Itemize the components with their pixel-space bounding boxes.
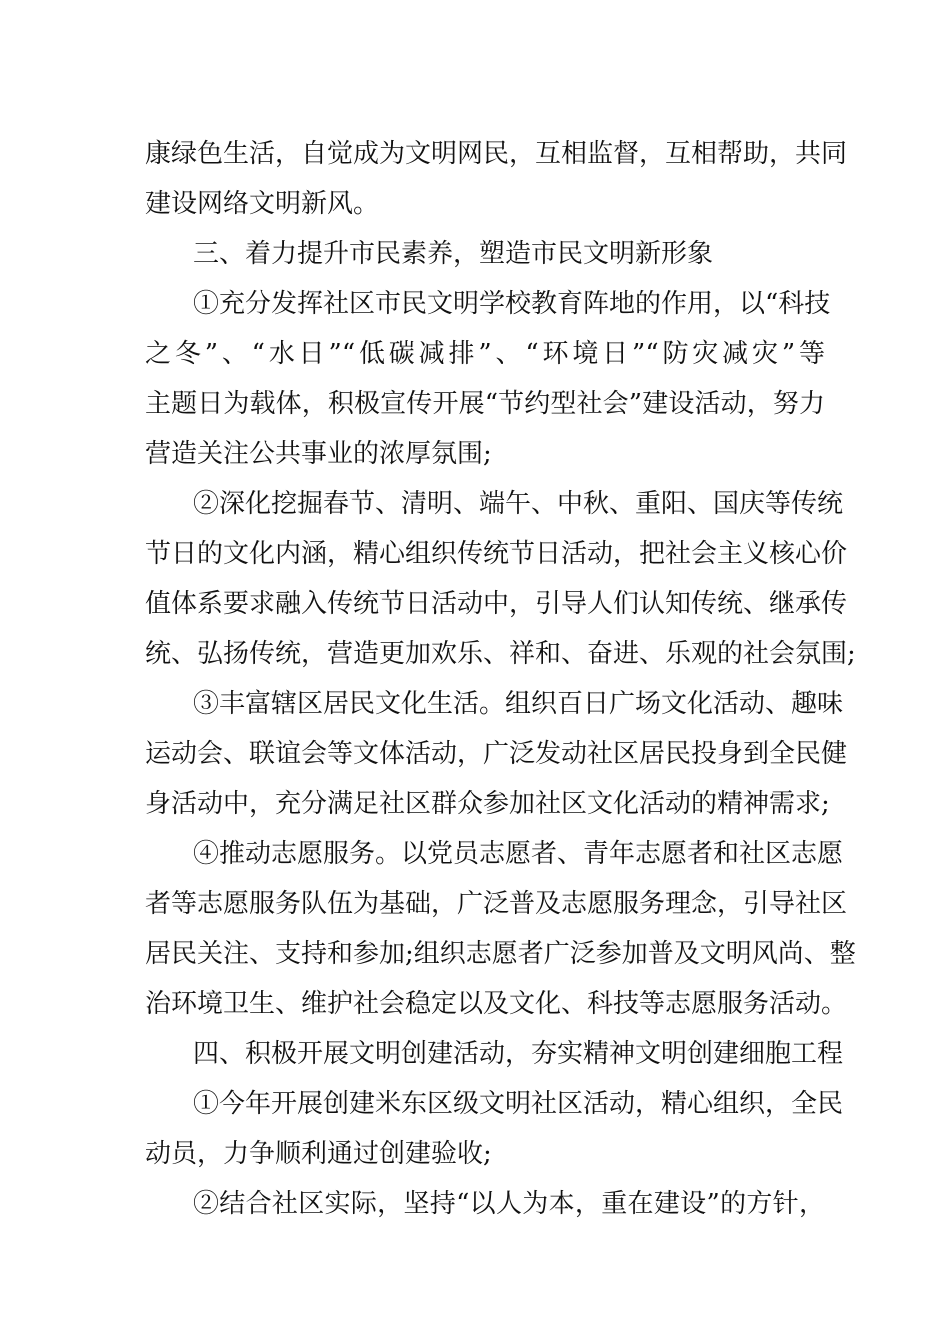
body-line: 营造关注公共事业的浓厚氛围; — [145, 439, 492, 469]
body-line: 节日的文化内涵，精心组织传统节日活动，把社会主义核心价 — [145, 539, 848, 569]
body-line: ②结合社区实际，坚持“以人为本，重在建设”的方针， — [193, 1189, 825, 1219]
body-line: 治环境卫生、维护社会稳定以及文化、科技等志愿服务活动。 — [145, 989, 848, 1019]
body-line: 居民关注、支持和参加;组织志愿者广泛参加普及文明风尚、整 — [145, 939, 856, 969]
body-line: 身活动中，充分满足社区群众参加社区文化活动的精神需求; — [145, 789, 830, 819]
body-line: 者等志愿服务队伍为基础，广泛普及志愿服务理念，引导社区 — [145, 889, 848, 919]
body-line: ①今年开展创建米东区级文明社区活动，精心组织，全民 — [193, 1089, 844, 1119]
body-line: 主题日为载体，积极宣传开展“节约型社会”建设活动，努力 — [145, 389, 825, 419]
section-heading: 四、积极开展文明创建活动，夯实精神文明创建细胞工程 — [193, 1039, 844, 1069]
body-line: ②深化挖掘春节、清明、端午、中秋、重阳、国庆等传统 — [193, 489, 844, 519]
section-heading: 三、着力提升市民素养，塑造市民文明新形象 — [193, 239, 714, 269]
body-line: ③丰富辖区居民文化生活。组织百日广场文化活动、趣味 — [193, 689, 844, 719]
body-line: 值体系要求融入传统节日活动中，引导人们认知传统、继承传 — [145, 589, 848, 619]
body-line: 动员，力争顺利通过创建验收; — [145, 1139, 492, 1169]
body-line: 之冬”、“水日”“低碳减排”、“环境日”“防灾减灾”等 — [145, 339, 825, 369]
body-line: 统、弘扬传统，营造更加欢乐、祥和、奋进、乐观的社会氛围; — [145, 639, 856, 669]
body-line: 运动会、联谊会等文体活动，广泛发动社区居民投身到全民健 — [145, 739, 848, 769]
body-line: 建设网络文明新风。 — [145, 189, 380, 219]
body-line: 康绿色生活，自觉成为文明网民，互相监督，互相帮助，共同 — [145, 139, 848, 169]
body-line: ①充分发挥社区市民文明学校教育阵地的作用，以“科技 — [193, 289, 831, 319]
body-line: ④推动志愿服务。以党员志愿者、青年志愿者和社区志愿 — [193, 839, 844, 869]
